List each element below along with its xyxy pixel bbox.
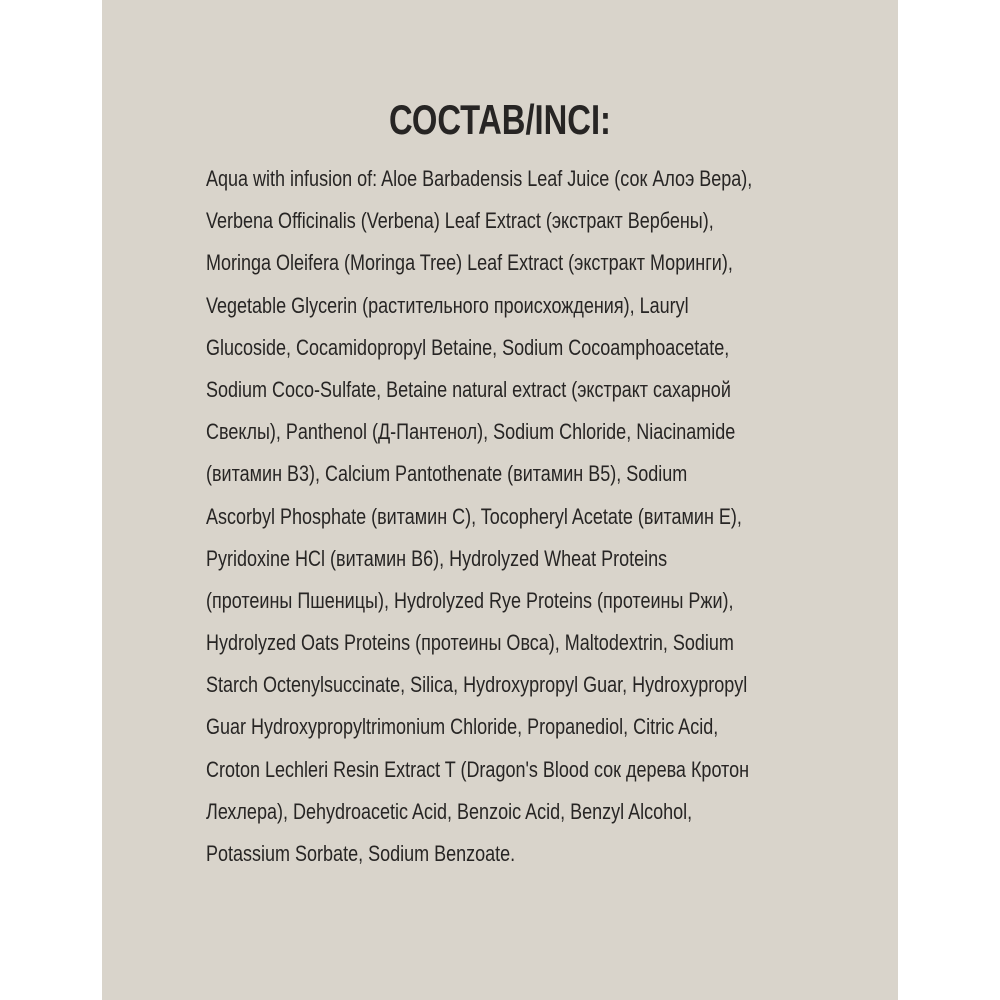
ingredients-line [206,622,806,664]
ingredients-line-text: (протеины Пшеницы), Hydrolyzed Rye Proteins (протеины Ржи), [206,587,734,613]
ingredients-panel [102,0,898,1000]
ingredients-line-text: Hydrolyzed Oats Proteins (протеины Овса), Maltodextrin, Sodium [206,630,734,656]
ingredients-line [206,706,806,748]
ingredients-line [206,158,806,200]
ingredients-line [206,453,806,495]
ingredients-line-text: Moringa Oleifera (Moringa Tree) Leaf Extract (экстракт Моринги), [206,250,733,276]
ingredients-line [206,664,806,706]
ingredients-line-text: Vegetable Glycerin (растительного происхождения), Lauryl [206,292,689,318]
ingredients-line-text: Starch Octenylsuccinate, Silica, Hydroxypropyl Guar, Hydroxypropyl [206,672,748,698]
ingredients-line-text: Ascorbyl Phosphate (витамин C), Tocopheryl Acetate (витамин E), [206,503,742,529]
ingredients-line [206,200,806,242]
ingredients-line [206,285,806,327]
ingredients-line [206,369,806,411]
ingredients-line [206,749,806,791]
ingredients-line-text: Glucoside, Cocamidopropyl Betaine, Sodium Cocoamphoacetate, [206,334,730,360]
ingredients-line [206,833,806,875]
ingredients-line-text: Verbena Officinalis (Verbena) Leaf Extract (экстракт Вербены), [206,208,714,234]
ingredients-line [206,496,806,538]
ingredients-line [206,242,806,284]
ingredients-line-text: Aqua with infusion of: Aloe Barbadensis Leaf Juice (сок Алоэ Вера), [206,166,753,191]
ingredients-line [206,791,806,833]
ingredients-line-text: Pyridoxine HCl (витамин B6), Hydrolyzed Wheat Proteins [206,545,668,571]
page-title: СОСТАВ/INCI: [389,96,611,143]
ingredients-line [206,580,806,622]
ingredients-line [206,411,806,453]
ingredients-line-text: Лехлера), Dehydroacetic Acid, Benzoic Acid, Benzyl Alcohol, [206,798,693,824]
ingredients-line-text: (витамин B3), Calcium Pantothenate (витамин B5), Sodium [206,461,688,487]
ingredients-line-text: Croton Lechleri Resin Extract T (Dragon's Blood сок дерева Кротон [206,756,750,782]
ingredients-line-text: Свеклы), Panthenol (Д-Пантенол), Sodium Chloride, Niacinamide [206,419,736,445]
ingredients-line-text: Potassium Sorbate, Sodium Benzoate. [206,841,516,866]
ingredients-line-text: Sodium Coco-Sulfate, Betaine natural extract (экстракт сахарной [206,376,731,402]
ingredients-line [206,538,806,580]
ingredients-list [206,158,806,875]
ingredients-line-text: Guar Hydroxypropyltrimonium Chloride, Propanediol, Citric Acid, [206,714,719,740]
ingredients-line [206,327,806,369]
